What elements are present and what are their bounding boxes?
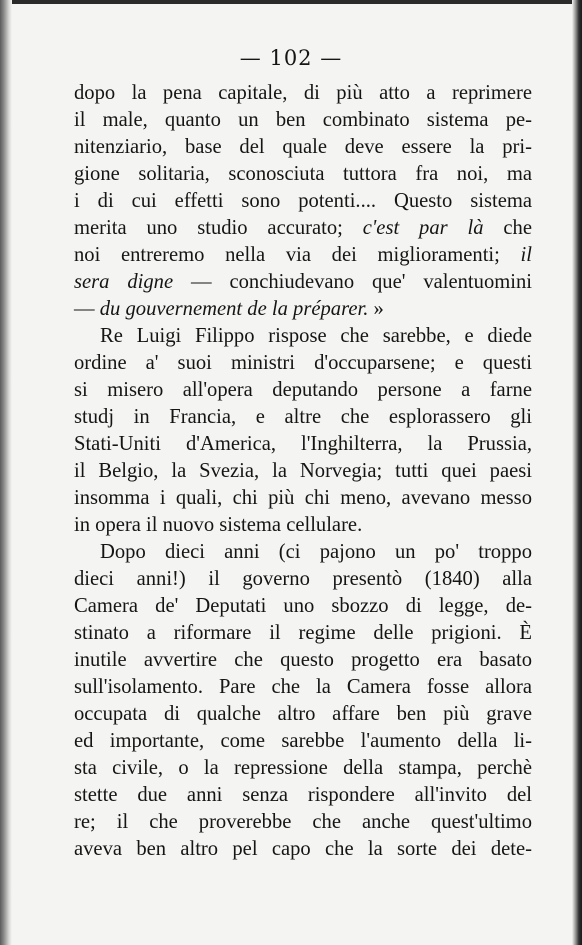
text-line [74,674,532,701]
text-run: noi entreremo nella via dei miglioramenti; [74,244,521,266]
text-line [74,458,532,485]
text-run: il male, quanto un ben combinato sistema pe- [74,109,532,131]
text-line [74,269,532,296]
text-line [74,485,532,512]
text-line [74,296,532,323]
scan-top-edge [0,0,582,4]
text-run: re; il che proverebbe che anche quest'ultimo [74,811,532,833]
scan-left-edge [0,0,12,945]
text-run: insomma i quali, chi più chi meno, avevano messo [74,487,532,509]
text-line [74,350,532,377]
text-run: i di cui effetti sono potenti.... Questo sistema [74,190,532,212]
italic-text: il [520,244,532,266]
text-run: — conchiudevano que' valentuomini [173,271,532,293]
text-line [74,782,532,809]
text-line [74,593,532,620]
text-line [74,188,532,215]
text-line [74,647,532,674]
text-line [74,809,532,836]
text-line [74,836,532,863]
text-run: gione solitaria, sconosciuta tuttora fra noi, ma [74,163,532,185]
text-run: stette due anni senza rispondere all'invito del [74,784,532,806]
text-line [74,242,532,269]
text-run: studj in Francia, e altre che esplorassero gli [74,406,532,428]
text-run: ed importante, come sarebbe l'aumento della li- [74,730,532,752]
text-run: occupata di qualche altro affare ben più grave [74,703,532,725]
text-run: il Belgio, la Svezia, la Norvegia; tutti quei paesi [74,460,532,482]
italic-text: du gouvernement de la préparer. [99,298,369,320]
text-run: merita uno studio accurato; [74,217,363,239]
text-line [74,215,532,242]
italic-text: c'est par là [362,217,484,239]
text-run: in opera il nuovo sistema cellulare. [74,514,363,536]
text-line [74,755,532,782]
text-run: nitenziario, base del quale deve essere la pri- [74,136,532,158]
scan-right-edge [572,0,582,945]
text-run: dopo la pena capitale, di più atto a reprimere [74,82,532,104]
text-line [74,431,532,458]
text-run: stinato a riformare il regime delle prigioni. È [74,622,532,644]
text-run: si misero all'opera deputando persone a farne [74,379,532,401]
text-run: che [483,217,532,239]
text-run: » [368,298,384,320]
text-run: Dopo dieci anni (ci pajono un po' troppo [100,541,532,563]
page-number: — 102 — [239,46,343,70]
text-run: — [74,298,100,320]
text-run: sull'isolamento. Pare che la Camera fosse allora [74,676,532,698]
text-run: inutile avvertire che questo progetto era basato [74,649,532,671]
text-line [74,323,532,350]
text-line [74,134,532,161]
text-line [74,539,532,566]
text-run: dieci anni!) il governo presentò (1840) alla [74,568,532,590]
text-run: sta civile, o la repressione della stampa, perchè [74,757,532,779]
text-run: aveva ben altro pel capo che la sorte dei dete- [74,838,532,860]
text-line [74,701,532,728]
text-run: ordine a' suoi ministri d'occuparsene; e questi [74,352,532,374]
text-line [74,107,532,134]
text-line [74,161,532,188]
text-run: Stati-Uniti d'America, l'Inghilterra, la Prussia, [74,433,532,455]
text-line [74,404,532,431]
text-run: Re Luigi Filippo rispose che sarebbe, e diede [100,325,532,347]
text-line [74,566,532,593]
text-line [74,377,532,404]
text-run: Camera de' Deputati uno sbozzo di legge, de- [74,595,532,617]
text-line [74,728,532,755]
italic-text: sera digne [74,271,174,293]
text-line [74,80,532,107]
body-text [74,80,532,863]
text-line [74,620,532,647]
text-line [74,512,532,539]
